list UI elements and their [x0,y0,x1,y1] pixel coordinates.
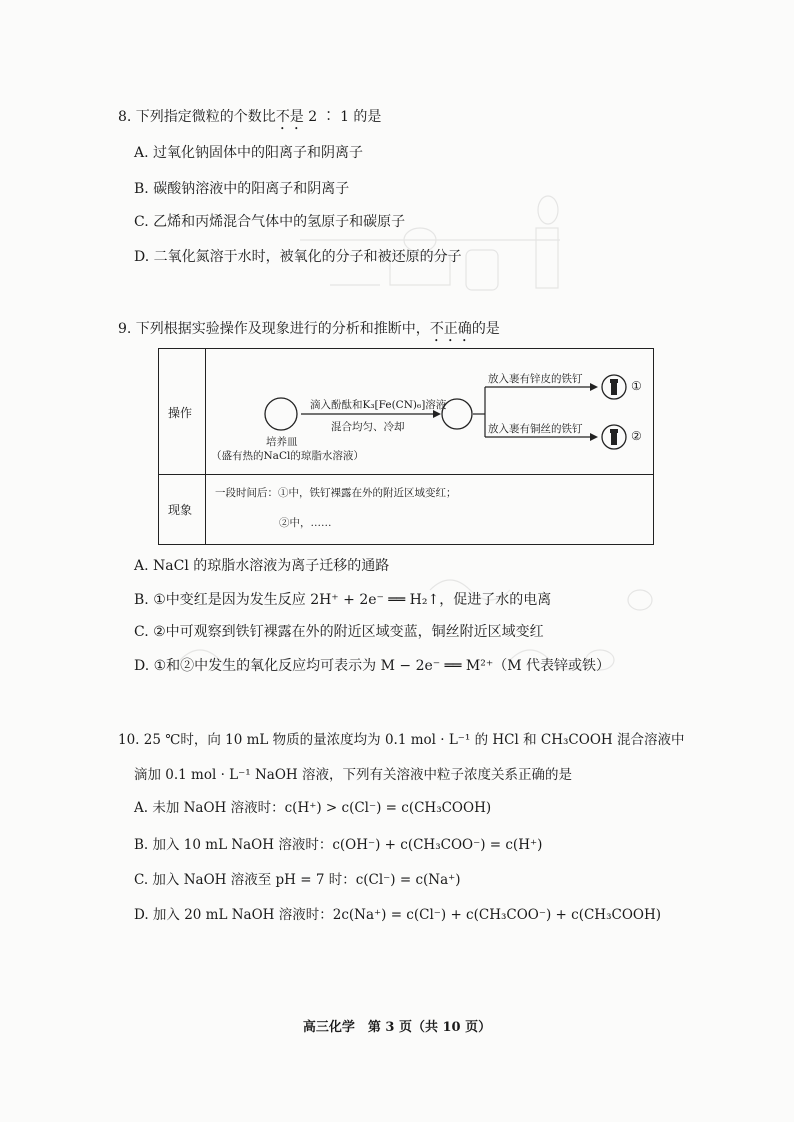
q10-option-b: B. 加入 10 mL NaOH 溶液时：c(OH⁻) + c(CH₃COO⁻) = c(H⁺) [134,837,543,853]
dish-note: （盛有热的NaCl的琼脂水溶液） [211,450,364,462]
q8-stem [118,106,381,133]
q8-stem-emphasis: 不是 [275,109,304,125]
q9-stem-post: 的是 [471,321,500,337]
q8-stem-pre: 8. 下列指定微粒的个数比 [118,109,276,125]
q10-stem-line2: 滴加 0.1 mol · L⁻¹ NaOH 溶液，下列有关溶液中粒子浓度关系正确的是 [134,767,572,783]
petri-dish-left [265,398,297,430]
q8-option-c: C. 乙烯和丙烯混合气体中的氢原子和碳原子 [134,214,406,230]
q9-option-d: D. ①和②中发生的氧化反应均可表示为 M − 2e⁻ ══ M²⁺（M 代表锌或铁） [134,658,611,674]
step1-label: 滴入酚酞和K₃[Fe(CN)₆]溶液 [310,399,447,411]
experiment-table [158,348,654,545]
branch2-label: 放入裹有铜丝的铁钉 [488,423,583,435]
dish-label: 培养皿 [266,436,298,448]
q9-option-a: A. NaCl 的琼脂水溶液为离子迁移的通路 [134,558,390,574]
operation-label: 操作 [168,406,193,420]
table-row-divider [159,474,653,475]
observation-line-1: 一段时间后：①中，铁钉裸露在外的附近区域变红； [215,487,457,499]
observation-line-2: ②中，…… [279,517,332,529]
q9-option-b: B. ①中变红是因为发生反应 2H⁺ + 2e⁻ ══ H₂↑，促进了水的电离 [134,592,552,608]
q8-option-b: B. 碳酸钠溶液中的阳离子和阴离子 [134,181,350,197]
q9-stem [118,318,500,345]
q10-option-a: A. 未加 NaOH 溶液时：c(H⁺) > c(Cl⁻) = c(CH₃COOH) [134,800,492,816]
page-footer: 高三化学 第 3 页（共 10 页） [302,1020,492,1035]
branch1-label: 放入裹有锌皮的铁钉 [488,373,583,385]
observation-label: 现象 [168,503,193,517]
q10-option-c: C. 加入 NaOH 溶液至 pH = 7 时：c(Cl⁻) = c(Na⁺) [134,872,461,888]
q9-stem-emphasis: 不正确 [429,321,472,337]
q10-stem-line1: 10. 25 ℃时，向 10 mL 物质的量浓度均为 0.1 mol · L⁻¹ 的 HCl 和 CH₃COOH 混合溶液中 [118,732,685,748]
q9-option-c: C. ②中可观察到铁钉裸露在外的附近区域变蓝，铜丝附近区域变红 [134,624,544,640]
marker-2: ② [631,429,642,443]
step2-label: 混合均匀、冷却 [331,421,405,433]
q8-stem-post: 2 ∶ 1 的是 [303,109,382,125]
marker-1: ① [631,379,642,393]
q10-option-d: D. 加入 20 mL NaOH 溶液时：2c(Na⁺) = c(Cl⁻) + c(CH₃COO⁻) + c(CH₃COOH) [134,907,662,923]
q9-stem-pre: 9. 下列根据实验操作及现象进行的分析和推断中， [118,321,430,337]
q8-option-d: D. 二氧化氮溶于水时，被氧化的分子和被还原的分子 [134,249,462,265]
petri-dish-right [442,399,472,429]
q8-option-a: A. 过氧化钠固体中的阳离子和阴离子 [134,145,364,161]
